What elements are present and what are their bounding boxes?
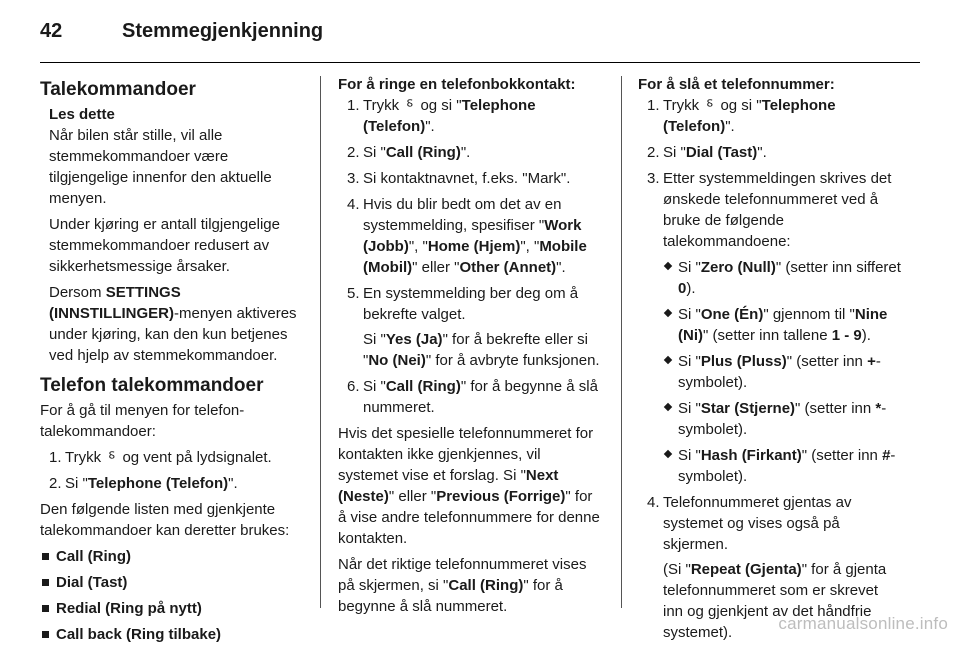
section-heading: Telefon talekommandoer xyxy=(40,375,264,396)
list-item: 4. Hvis du blir bedt om det av en systemmelding, spesifiser "Work (Jobb)", "Home (Hjem)", "Mobile (Mobil)" eller "Other (Annet)". xyxy=(347,196,587,276)
note-title: Les dette xyxy=(49,106,115,123)
section-subheading: For å slå et telefonnummer: xyxy=(638,76,835,93)
list-item: 2. Si "Telephone (Telefon)". xyxy=(49,475,238,492)
steps-list xyxy=(338,95,604,418)
intro-text: For å gå til menyen for telefon-talekommandoer: xyxy=(40,402,245,440)
list-item: 2. Si "Dial (Tast)". xyxy=(647,144,767,161)
voice-button-icon: ⸹ xyxy=(108,449,116,465)
note-box xyxy=(40,104,302,366)
note-paragraph: Når bilen står stille, vil alle stemmekommandoer være tilgjengelige innenfor den aktuelle menyen. xyxy=(49,127,272,207)
list-item: 2. Si "Call (Ring)". xyxy=(347,144,471,161)
list-item: 3. Etter systemmeldingen skrives det ønskede telefonnummeret ved å bruke de følgende talekommandoene: xyxy=(647,170,892,250)
section-subheading: For å ringe en telefonbokkontakt: xyxy=(338,76,576,93)
list-item: Call back (Ring tilbake) xyxy=(40,624,302,645)
list-item: Si "Hash (Firkant)" (setter inn #-symbolet). xyxy=(638,445,902,487)
list-item: 4. Telefonnummeret gjentas av systemet og vises også på skjermen. (Si "Repeat (Gjenta)" for å gjenta telefonnummeret som er skrevet inn og gjenkjent av det håndfrie systemet). xyxy=(647,494,887,641)
steps-list xyxy=(638,95,902,252)
digit-commands-list xyxy=(638,257,902,487)
section-heading: Talekommandoer xyxy=(40,79,196,100)
list-item: Redial (Ring på nytt) xyxy=(40,598,302,619)
page-number: 42 xyxy=(40,20,63,42)
header-rule xyxy=(40,62,920,63)
list-intro: Den følgende listen med gjenkjente talekommandoer kan deretter brukes: xyxy=(40,501,290,539)
note-paragraph: Under kjøring er antall tilgjengelige stemmekommandoer redusert av sikkerhetsmessige årsaker. xyxy=(49,216,280,275)
list-item: Si "Star (Stjerne)" (setter inn *-symbolet). xyxy=(638,398,902,440)
voice-button-icon: ⸹ xyxy=(706,97,714,113)
list-item: 1. Trykk ⸹ og si "Telephone (Telefon)". xyxy=(647,97,836,135)
paragraph: Hvis det spesielle telefonnummeret for kontakten ikke gjenkjennes, vil systemet vise et forslag. Si "Next (Neste)" eller "Previous (Forrige)" for å vise andre telefonnummere for denne kontakten. xyxy=(338,425,600,547)
list-item: 3. Si kontaktnavnet, f.eks. "Mark". xyxy=(347,170,571,187)
paragraph: Når det riktige telefonnummeret vises på skjermen, si "Call (Ring)" for å begynne å slå nummeret. xyxy=(338,556,587,615)
list-item: Call (Ring) xyxy=(40,546,302,567)
column-divider xyxy=(621,76,622,608)
list-item: 1. Trykk ⸹ og si "Telephone (Telefon)". xyxy=(347,97,536,135)
list-item: Si "Plus (Pluss)" (setter inn +-symbolet). xyxy=(638,351,902,393)
commands-list xyxy=(40,546,302,645)
column-divider xyxy=(320,76,321,608)
list-item: 6. Si "Call (Ring)" for å begynne å slå nummeret. xyxy=(347,378,598,416)
list-item: Dial (Tast) xyxy=(40,572,302,593)
steps-list xyxy=(40,447,302,494)
page-title: Stemmegjenkjenning xyxy=(122,20,324,42)
list-item: Si "Zero (Null)" (setter inn sifferet 0). xyxy=(638,257,902,299)
column-1 xyxy=(40,74,302,650)
column-2 xyxy=(338,74,604,622)
watermark: carmanualsonline.info xyxy=(778,614,948,633)
note-paragraph: Dersom SETTINGS (INNSTILLINGER)-menyen aktiveres under kjøring, kan den kun betjenes ved hjelp av stemmekommandoer. xyxy=(49,284,297,364)
list-item: 5. En systemmelding ber deg om å bekrefte valget. Si "Yes (Ja)" for å bekrefte eller si "No (Nei)" for å avbryte funksjonen. xyxy=(347,285,600,369)
voice-button-icon: ⸹ xyxy=(406,97,414,113)
list-item: 1. Trykk ⸹ og vent på lydsignalet. xyxy=(49,449,272,466)
column-3 xyxy=(638,74,902,648)
list-item: Si "One (Én)" gjennom til "Nine (Ni)" (setter inn tallene 1 - 9). xyxy=(638,304,902,346)
